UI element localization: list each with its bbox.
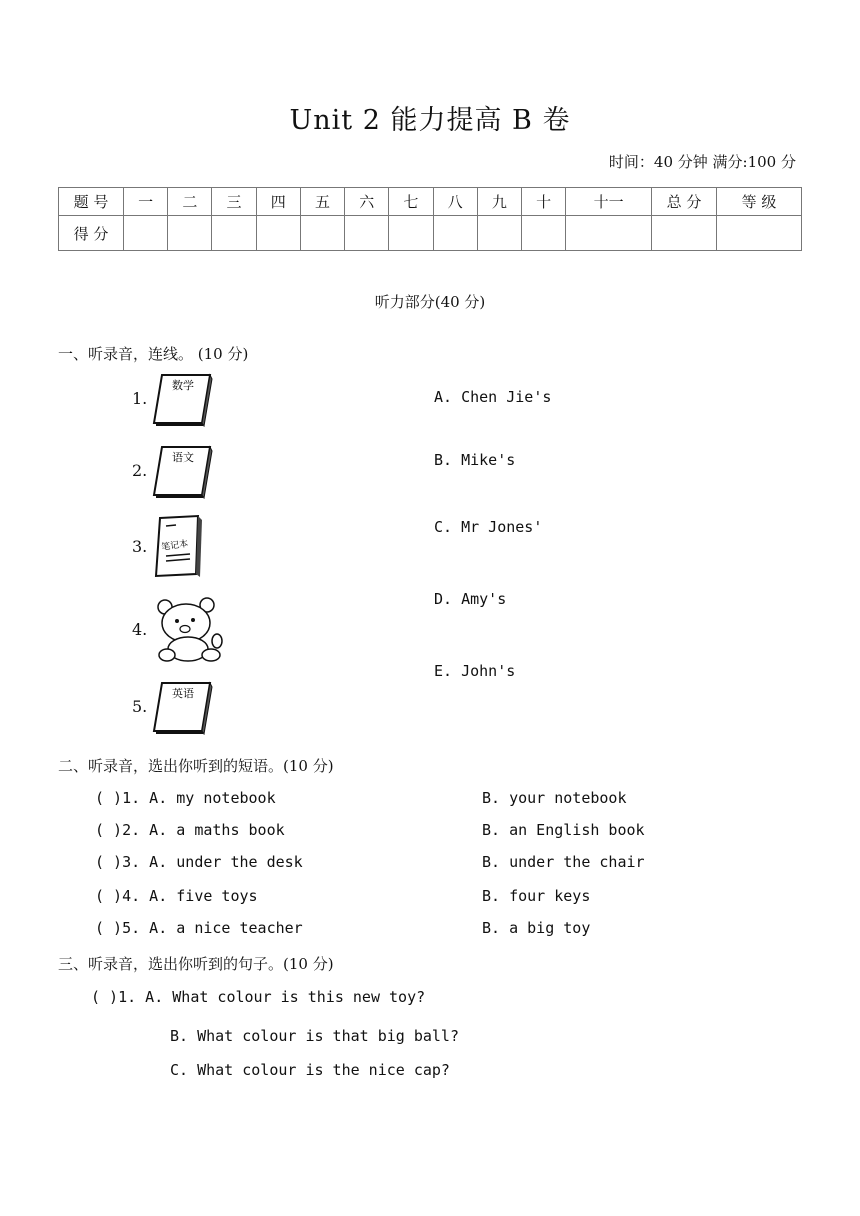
score-header-cell: 十 bbox=[521, 188, 565, 216]
score-cell-total[interactable] bbox=[652, 216, 717, 251]
question-item: ( )4. A. five toys bbox=[95, 887, 258, 905]
section2-heading: 二、听录音，选出你听到的短语。(10 分) bbox=[58, 757, 334, 775]
page-title: Unit 2 能力提高 B 卷 bbox=[289, 105, 571, 136]
score-cell-5[interactable] bbox=[300, 216, 344, 251]
score-cell-3[interactable] bbox=[212, 216, 256, 251]
question-item: ( )3. A. under the desk bbox=[95, 853, 303, 871]
score-header-cell: 九 bbox=[477, 188, 521, 216]
score-cell-10[interactable] bbox=[521, 216, 565, 251]
maths-book-icon bbox=[152, 371, 214, 427]
answer-option-b: B. What colour is that big ball? bbox=[170, 1027, 459, 1045]
chinese-book-label: 语文 bbox=[172, 451, 194, 464]
chinese-book-icon bbox=[152, 443, 214, 499]
notebook-icon bbox=[152, 514, 204, 580]
score-cell-9[interactable] bbox=[477, 216, 521, 251]
match-option: A. Chen Jie's bbox=[434, 388, 552, 406]
score-table-header-row bbox=[59, 188, 802, 216]
question-item: ( )1. A. my notebook bbox=[95, 789, 276, 807]
score-header-cell: 三 bbox=[212, 188, 256, 216]
answer-option-b: B. four keys bbox=[482, 887, 591, 905]
answer-option-b: B. under the chair bbox=[482, 853, 645, 871]
score-header-cell: 二 bbox=[168, 188, 212, 216]
listening-heading: 听力部分(40 分) bbox=[374, 293, 486, 311]
score-header-cell: 六 bbox=[345, 188, 389, 216]
answer-option-b: B. a big toy bbox=[482, 919, 591, 937]
score-header-cell: 总 分 bbox=[652, 188, 717, 216]
score-cell-4[interactable] bbox=[256, 216, 300, 251]
answer-option-b: B. your notebook bbox=[482, 789, 627, 807]
score-header-cell: 题 号 bbox=[59, 188, 124, 216]
question-item: ( )2. A. a maths book bbox=[95, 821, 285, 839]
score-header-cell: 一 bbox=[124, 188, 168, 216]
english-book-label: 英语 bbox=[172, 687, 194, 700]
picture-number: 4. bbox=[132, 620, 148, 639]
question-item: ( )1. A. What colour is this new toy? bbox=[91, 988, 426, 1006]
score-cell-6[interactable] bbox=[345, 216, 389, 251]
picture-number: 5. bbox=[132, 697, 148, 716]
score-cell-2[interactable] bbox=[168, 216, 212, 251]
score-header-cell: 十一 bbox=[566, 188, 652, 216]
match-option: E. John's bbox=[434, 662, 516, 680]
match-option: B. Mike's bbox=[434, 451, 516, 469]
maths-book-label: 数学 bbox=[172, 379, 194, 392]
picture-number: 2. bbox=[132, 461, 148, 480]
time-info: 时间：40 分钟 满分:100 分 bbox=[608, 153, 796, 171]
score-header-cell: 四 bbox=[256, 188, 300, 216]
answer-option-c: C. What colour is the nice cap? bbox=[170, 1061, 450, 1079]
score-cell-11[interactable] bbox=[566, 216, 652, 251]
score-header-cell: 七 bbox=[389, 188, 433, 216]
score-table bbox=[58, 187, 802, 251]
score-header-cell: 等 级 bbox=[717, 188, 802, 216]
question-item: ( )5. A. a nice teacher bbox=[95, 919, 303, 937]
english-book-icon bbox=[152, 679, 214, 735]
match-option: D. Amy's bbox=[434, 590, 507, 608]
section1-heading: 一、听录音，连线。 (10 分) bbox=[58, 345, 249, 363]
notebook-label: 笔记本 bbox=[160, 539, 189, 554]
answer-option-b: B. an English book bbox=[482, 821, 645, 839]
section3-heading: 三、听录音，选出你听到的句子。(10 分) bbox=[58, 955, 334, 973]
teddy-bear-icon bbox=[155, 595, 225, 665]
score-row-label: 得 分 bbox=[59, 216, 124, 251]
score-header-cell: 八 bbox=[433, 188, 477, 216]
score-cell-8[interactable] bbox=[433, 216, 477, 251]
picture-number: 1. bbox=[132, 389, 148, 408]
picture-number: 3. bbox=[132, 537, 148, 556]
score-table-score-row bbox=[59, 216, 802, 251]
score-header-cell: 五 bbox=[300, 188, 344, 216]
score-cell-grade[interactable] bbox=[717, 216, 802, 251]
match-option: C. Mr Jones' bbox=[434, 518, 543, 536]
score-cell-7[interactable] bbox=[389, 216, 433, 251]
score-cell-1[interactable] bbox=[124, 216, 168, 251]
